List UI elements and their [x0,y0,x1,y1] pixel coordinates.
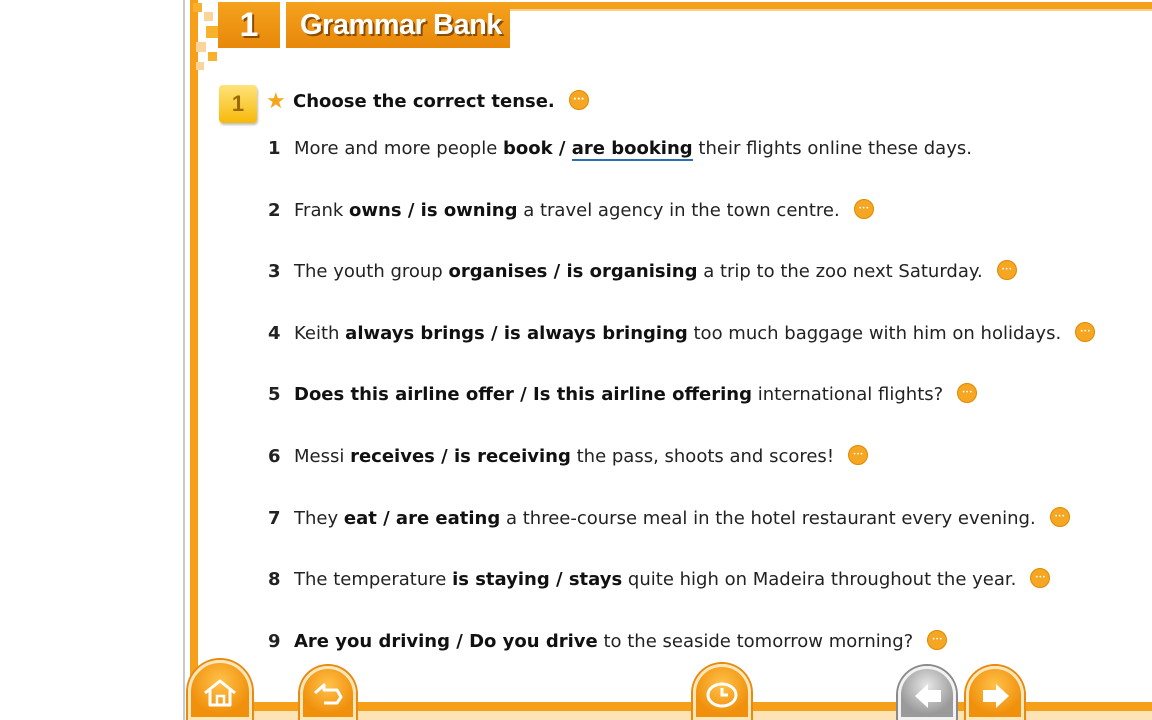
item-number: 5 [268,384,281,405]
item-text: their flights online these days. [692,138,972,159]
deco-square [206,26,218,38]
list-item [268,323,1095,344]
exercise-instruction [293,91,589,112]
list-item [268,446,868,467]
list-item [268,631,947,652]
item-text: The temperature [294,569,453,590]
item-text: to the seaside tomorrow morning? [597,631,914,652]
item-number: 8 [268,569,281,590]
right-arrow-icon [979,681,1013,711]
back-arrow-icon [311,681,345,707]
list-item [268,384,977,405]
item-text: More and more people [294,138,504,159]
next-page-button[interactable] [966,666,1024,720]
unit-number: 1 [218,2,280,48]
item-text: The youth group [294,261,449,282]
left-shadow-line [183,0,185,720]
deco-square [193,3,202,12]
speech-bubble-icon[interactable] [848,445,868,465]
answer-options[interactable]: receives / is receiving [350,446,571,467]
answer-option[interactable]: book / [503,138,572,159]
timer-button[interactable] [693,664,751,720]
item-text: too much baggage with him on holidays. [687,323,1062,344]
star-icon: ★ [266,89,286,114]
list-item [268,261,1017,282]
item-text: They [294,508,344,529]
item-text: a travel agency in the town centre. [517,200,840,221]
speech-bubble-icon[interactable] [569,90,589,110]
speech-bubble-icon[interactable] [957,383,977,403]
deco-square [204,12,213,21]
item-number: 2 [268,200,281,221]
item-number: 7 [268,508,281,529]
answer-options[interactable]: is staying / stays [452,569,623,590]
deco-square [208,52,217,61]
frame-top-border [500,2,1152,9]
item-number: 1 [268,138,281,159]
item-number: 4 [268,323,281,344]
item-text: Frank [294,200,350,221]
page-title: Grammar Bank [286,2,510,48]
answer-options[interactable]: always brings / is always bringing [345,323,688,344]
speech-bubble-icon[interactable] [927,630,947,650]
clock-icon [704,679,740,709]
item-text: Keith [294,323,346,344]
deco-square [196,42,206,52]
back-button[interactable] [300,666,356,720]
list-item [268,569,1050,590]
answer-options[interactable]: Does this airline offer / Is this airline offering [294,384,752,405]
speech-bubble-icon[interactable] [1050,507,1070,527]
answer-options[interactable]: organises / is organising [448,261,698,282]
speech-bubble-icon[interactable] [854,199,874,219]
list-item [268,138,972,159]
left-arrow-icon [911,681,945,711]
list-item [268,508,1070,529]
answer-options[interactable]: owns / is owning [349,200,518,221]
exercise-number-badge: 1 [219,85,257,123]
previous-page-button[interactable] [898,666,956,720]
home-icon [202,677,238,707]
item-text: Messi [294,446,351,467]
answer-options[interactable]: eat / are eating [343,508,501,529]
speech-bubble-icon[interactable] [1030,568,1050,588]
speech-bubble-icon[interactable] [997,260,1017,280]
frame-left-border [190,0,198,720]
item-number: 3 [268,261,281,282]
list-item [268,200,874,221]
speech-bubble-icon[interactable] [1075,322,1095,342]
selected-answer[interactable]: are booking [571,138,693,159]
item-number: 9 [268,631,281,652]
deco-square [196,62,204,70]
section-header [218,2,510,48]
item-number: 6 [268,446,281,467]
item-text: international flights? [752,384,944,405]
frame-top-highlight [500,9,1152,11]
instruction-text: Choose the correct tense. [293,91,555,112]
item-text: a trip to the zoo next Saturday. [697,261,983,282]
answer-options[interactable]: Are you driving / Do you drive [294,631,598,652]
home-button[interactable] [188,660,252,720]
item-text: quite high on Madeira throughout the year. [622,569,1017,590]
item-text: a three-course meal in the hotel restaurant every evening. [500,508,1036,529]
item-text: the pass, shoots and scores! [570,446,835,467]
